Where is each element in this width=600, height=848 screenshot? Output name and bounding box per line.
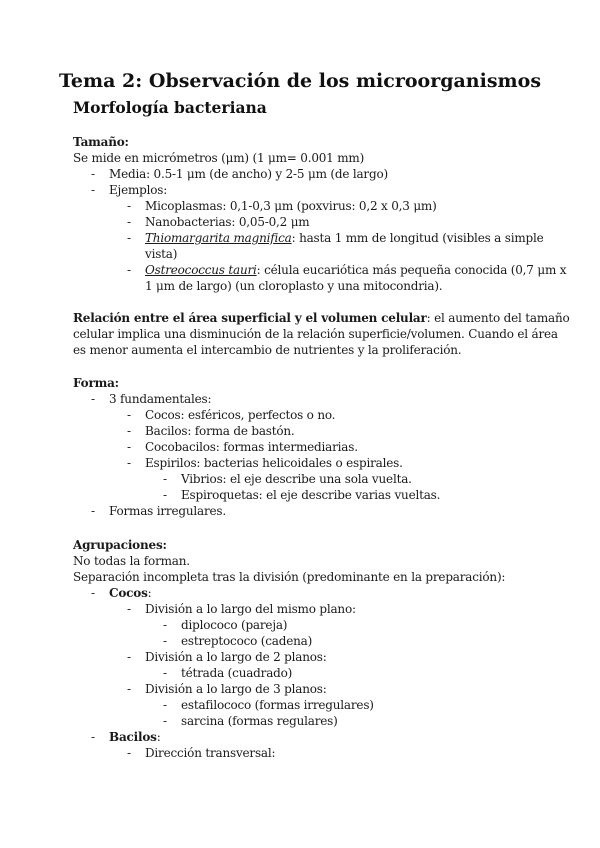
species-name-ostreococcus: Ostreococcus tauri — [145, 263, 257, 277]
agrupaciones-cocos — [109, 585, 151, 601]
forma-vibrios: Vibrios: el eje describe una sola vuelta. — [181, 472, 412, 486]
bullet-dash: - — [127, 456, 132, 470]
agrupaciones-cocos-label: Cocos — [109, 586, 148, 600]
agrupaciones-line-2: Separación incompleta tras la división (predominante en la preparación): — [73, 570, 506, 584]
forma-bacilos: Bacilos: forma de bastón. — [145, 424, 295, 438]
thiomargarita-description: : hasta 1 mm de longitud (visibles a simple — [291, 231, 544, 245]
ejemplo-thiomargarita — [145, 230, 544, 246]
bullet-dash: - — [163, 714, 168, 728]
bullet-dash: - — [127, 424, 132, 438]
colon: : — [147, 586, 152, 600]
bullet-dash: - — [127, 199, 132, 213]
tamano-intro: Se mide en micrómetros (μm) (1 μm= 0.001 mm) — [73, 151, 365, 165]
relacion-line-3: es menor aumenta el intercambio de nutrientes y la proliferación. — [73, 343, 462, 357]
forma-heading: Forma: — [73, 376, 119, 390]
bullet-dash: - — [91, 392, 96, 406]
bullet-dash: - — [127, 231, 132, 245]
bullet-dash: - — [127, 263, 132, 277]
bullet-dash: - — [163, 488, 168, 502]
ostreococcus-continuation: 1 μm de largo) (un cloroplasto y una mitocondria). — [145, 279, 443, 293]
ostreococcus-description: : célula eucariótica más pequeña conocida (0,7 μm x — [256, 263, 567, 277]
bullet-dash: - — [91, 504, 96, 518]
agrupacion-estafilococo: estafilococo (formas irregulares) — [181, 698, 374, 712]
division-tres-planos: División a lo largo de 3 planos: — [145, 682, 327, 696]
section-subtitle: Morfología bacteriana — [73, 98, 267, 117]
forma-espiroquetas: Espiroquetas: el eje describe varias vueltas. — [181, 488, 441, 502]
ejemplo-micoplasmas: Micoplasmas: 0,1-0,3 μm (poxvirus: 0,2 x 0,3 μm) — [145, 199, 437, 213]
bullet-dash: - — [127, 682, 132, 696]
bullet-dash: - — [127, 408, 132, 422]
agrupaciones-bacilos — [109, 729, 161, 745]
bullet-dash: - — [127, 746, 132, 760]
bullet-dash: - — [163, 666, 168, 680]
bullet-dash: - — [127, 440, 132, 454]
bullet-dash: - — [127, 602, 132, 616]
forma-fundamentales: 3 fundamentales: — [109, 392, 212, 406]
agrupacion-estreptococo: estreptococo (cadena) — [181, 634, 313, 648]
relacion-bold-term: Relación entre el área superficial y el volumen celular — [73, 311, 427, 325]
ejemplo-ostreococcus — [145, 262, 566, 278]
bullet-dash: - — [91, 586, 96, 600]
bullet-dash: - — [127, 650, 132, 664]
relacion-line-2: celular implica una disminución de la relación superficie/volumen. Cuando el área — [73, 327, 558, 341]
direccion-transversal: Dirección transversal: — [145, 746, 276, 760]
tamano-media: Media: 0.5-1 μm (de ancho) y 2-5 μm (de largo) — [109, 167, 388, 181]
relacion-line-1 — [73, 310, 570, 326]
colon: : — [156, 730, 161, 744]
division-dos-planos: División a lo largo de 2 planos: — [145, 650, 327, 664]
forma-espirilos: Espirilos: bacterias helicoidales o espirales. — [145, 456, 403, 470]
agrupaciones-line-1: No todas la forman. — [73, 554, 190, 568]
ejemplo-nanobacterias: Nanobacterias: 0,05-0,2 μm — [145, 215, 310, 229]
agrupaciones-heading: Agrupaciones: — [73, 538, 167, 552]
bullet-dash: - — [91, 167, 96, 181]
tamano-ejemplos: Ejemplos: — [109, 183, 168, 197]
forma-cocobacilos: Cocobacilos: formas intermediarias. — [145, 440, 358, 454]
page-title: Tema 2: Observación de los microorganismos — [58, 70, 542, 92]
forma-cocos: Cocos: esféricos, perfectos o no. — [145, 408, 336, 422]
bullet-dash: - — [163, 618, 168, 632]
bullet-dash: - — [163, 472, 168, 486]
agrupacion-sarcina: sarcina (formas regulares) — [181, 714, 338, 728]
agrupaciones-bacilos-label: Bacilos — [109, 730, 157, 744]
thiomargarita-continuation: vista) — [145, 247, 178, 261]
relacion-line-1-rest: : el aumento del tamaño — [426, 311, 570, 325]
species-name-thiomargarita: Thiomargarita magnifica — [145, 231, 292, 245]
bullet-dash: - — [91, 183, 96, 197]
tamano-heading: Tamaño: — [73, 135, 129, 149]
bullet-dash: - — [163, 634, 168, 648]
bullet-dash: - — [91, 730, 96, 744]
bullet-dash: - — [127, 215, 132, 229]
agrupacion-diplococo: diplococo (pareja) — [181, 618, 288, 632]
forma-irregulares: Formas irregulares. — [109, 504, 226, 518]
bullet-dash: - — [163, 698, 168, 712]
agrupacion-tetrada: tétrada (cuadrado) — [181, 666, 293, 680]
division-mismo-plano: División a lo largo del mismo plano: — [145, 602, 356, 616]
